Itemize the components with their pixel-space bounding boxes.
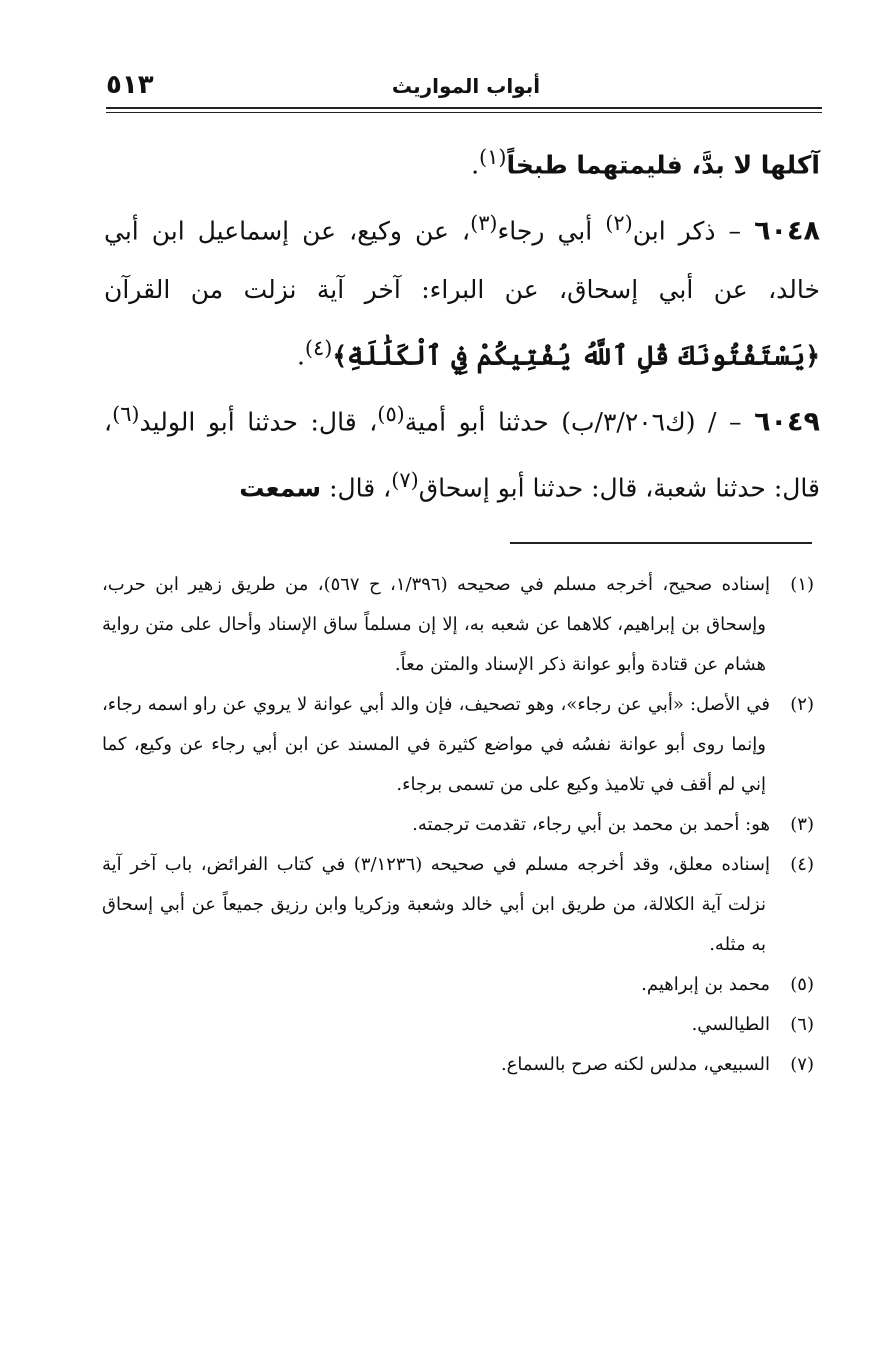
footnote-text: هو: أحمد بن محمد بن أبي رجاء، تقدمت ترجمته. <box>412 814 770 835</box>
page-number: ٥١٣ <box>106 70 154 100</box>
header-rule <box>106 107 822 109</box>
footnote-marker: (٦) <box>790 1014 814 1035</box>
quran-open-bracket: ﴿ <box>805 340 820 370</box>
footnote-marker: (٧) <box>790 1054 814 1075</box>
hadith-dash: – <box>715 216 755 246</box>
footnote-text: إسناده معلق، وقد أخرجه مسلم في صحيحه (٣/١٢٣٦) في كتاب الفرائض، باب آخر آية نزلت آية الكلالة، من طريق ابن أبي خالد وشعبة وزكريا وابن رزيق جميعاً عن أبي إسحاق به مثله. <box>102 854 770 955</box>
footnote-marker: (١) <box>790 574 815 595</box>
hadith-dash: – <box>716 407 755 437</box>
continuation-paragraph <box>104 128 820 194</box>
footnote-marker: (٣) <box>790 814 814 835</box>
footnote-ref-3: (٣) <box>470 211 498 236</box>
footnote-separator <box>510 542 812 544</box>
hadith-end: . <box>296 340 305 370</box>
header-rule-thin <box>106 112 822 113</box>
page-header <box>106 68 822 108</box>
footnote-6 <box>102 1005 814 1045</box>
footnote-marker: (٤) <box>790 854 814 875</box>
hadith-text: ، عن وكيع، عن إسماعيل ابن أبي خالد، عن أبي إسحاق، عن البراء: آخر آية نزلت من القرآن <box>104 216 820 304</box>
footnote-ref-2: (٢) <box>605 211 633 236</box>
hadith-number: ٦٠٤٨ <box>754 215 820 247</box>
hadith-text: ذكر ابن <box>632 216 716 246</box>
hadith-6048 <box>104 194 820 385</box>
hadith-text: ، قال: حدثنا شعبة، قال: حدثنا أبو إسحاق <box>104 407 820 503</box>
footnote-3 <box>102 805 814 845</box>
footnote-ref-5: (٥) <box>377 401 405 426</box>
footnote-4 <box>102 845 814 965</box>
hadith-last-word: سمعت <box>239 473 322 503</box>
footnote-ref-6: (٦) <box>112 401 140 426</box>
footnote-2 <box>102 685 814 805</box>
footnote-marker: (٥) <box>790 974 814 995</box>
footnote-1 <box>102 565 814 685</box>
footnote-text: السبيعي، مدلس لكنه صرح بالسماع. <box>500 1054 770 1075</box>
footnote-7 <box>102 1045 814 1085</box>
hadith-text: أبي رجاء <box>497 216 606 246</box>
running-title: أبواب المواريث <box>391 74 541 98</box>
footnote-ref-7: (٧) <box>391 468 419 493</box>
quran-verse: يَسْتَفْتُونَكَ قُلِ ٱللَّهُ يُفْتِيكُمْ فِي ٱلْكَلَٰلَةِ <box>347 339 806 371</box>
footnote-marker: (٢) <box>790 694 814 715</box>
hadith-6049 <box>104 385 820 518</box>
continuation-text: آكلها لا بدَّ، فليمتهما طبخاً <box>506 150 820 180</box>
hadith-text: / (ك٣/٢٠٦/ب) حدثنا أبو أمية <box>404 407 717 437</box>
quran-close-bracket: ﴾ <box>332 340 348 370</box>
footnote-5 <box>102 965 814 1005</box>
footnote-text: الطيالسي. <box>691 1014 770 1035</box>
footnotes <box>102 565 814 1085</box>
hadith-number: ٦٠٤٩ <box>754 406 820 438</box>
footnote-text: إسناده صحيح، أخرجه مسلم في صحيحه (١/٣٩٦، ح ٥٦٧)، من طريق زهير ابن حرب، وإسحاق بن إبراهيم، كلاهما عن شعبه به، إلا إن مسلماً ساق الإسناد وأحال على متن رواية هشام عن قتادة وأبو عوانة ذكر الإسناد والمتن معاً. <box>102 574 771 675</box>
footnote-text: في الأصل: «أبي عن رجاء»، وهو تصحيف، فإن والد أبي عوانة لا يروي عن راو اسمه رجاء، وإنما روى أبو عوانة نفسُه في مواضع كثيرة في المسند عن ابن أبي رجاء عن وكيع، كما إني لم أقف في تلاميذ وكيع على من تسمى برجاء. <box>102 694 770 795</box>
footnote-ref-4: (٤) <box>304 335 333 360</box>
footnote-ref-1: (١) <box>479 145 507 169</box>
footnote-text: محمد بن إبراهيم. <box>641 974 770 995</box>
main-text <box>104 128 820 518</box>
hadith-text: ، قال: <box>321 473 392 503</box>
hadith-text: ، قال: حدثنا أبو الوليد <box>139 407 378 437</box>
continuation-end: . <box>471 150 480 180</box>
